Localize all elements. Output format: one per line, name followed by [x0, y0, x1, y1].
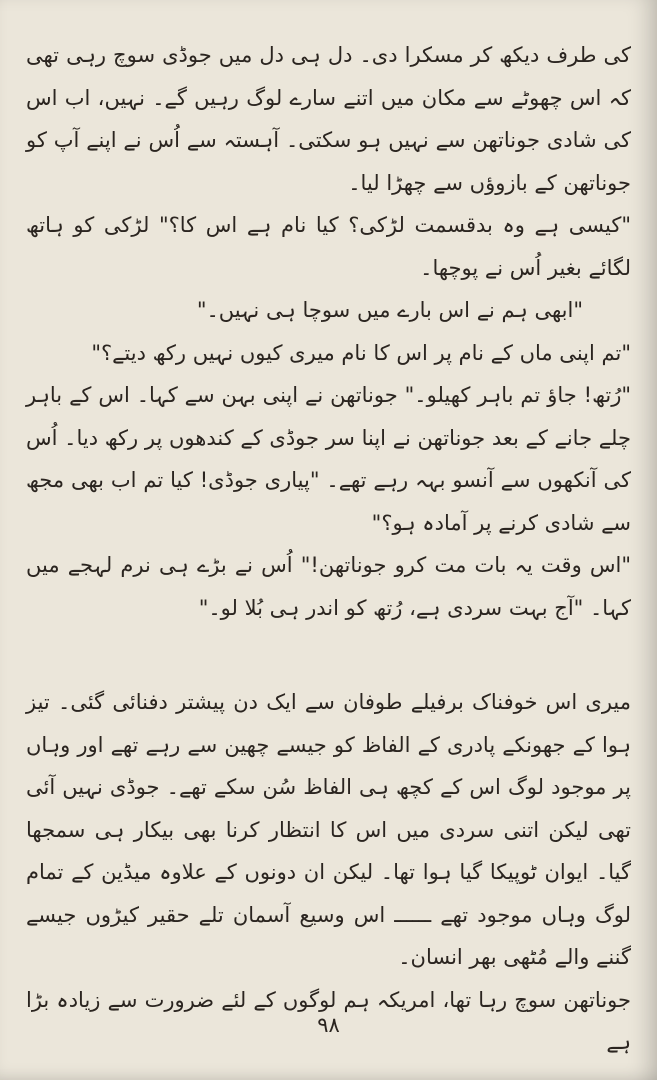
paragraph: "ابھی ہم نے اس بارے میں سوچا ہی نہیں۔": [196, 298, 583, 322]
paragraph: جوناتھن سوچ رہا تھا، امریکہ ہم لوگوں کے لئے ضرورت سے زیادہ بڑا ہے: [26, 987, 631, 1054]
paragraph: "رُتھ! جاؤ تم باہر کھیلو۔" جوناتھن نے اپنی بہن سے کہا۔ اس کے باہر چلے جانے کے بعد جوناتھن نے اپنا سر جوڈی کے کندھوں پر رکھ دیا۔ اُس کی آنکھوں سے آنسو بہہ رہے تھے۔ "پیاری جوڈی! کیا تم اب بھی مجھ سے شادی کرنے پر آمادہ ہو؟": [26, 383, 631, 535]
paragraph: "کیسی ہے وہ بدقسمت لڑکی؟ کیا نام ہے اس کا؟" لڑکی کو ہاتھ لگائے بغیر اُس نے پوچھا۔: [26, 213, 631, 280]
paragraph: میری اس خوفناک برفیلے طوفان سے ایک دن پیشتر دفنائی گئی۔ تیز ہوا کے جھونکے پادری کے الفاظ کو جیسے چھین سے رہے تھے اور وہاں پر موجود لوگ اس کے کچھ ہی الفاظ سُن سکے تھے۔ جوڈی نہیں آئی تھی لیکن اتنی سردی میں اس کا انتظار کرنا بھی بیکار ہی سمجھا گیا۔ ایوان ٹوپیکا گیا ہوا تھا۔ لیکن ان دونوں کے علاوہ میڈین کے تمام لوگ وہاں موجود تھے ــــــ اس وسیع آسمان تلے حقیر کیڑوں جیسے گننے والے مُٹھی بھر انسان۔: [26, 690, 631, 969]
paragraph: کی طرف دیکھ کر مسکرا دی۔ دل ہی دل میں جوڈی سوچ رہی تھی کہ اس چھوٹے سے مکان میں اتنے سارے لوگ رہیں گے۔ نہیں، اب اس کی شادی جوناتھن سے نہیں ہو سکتی۔ آہستہ سے اُس نے اپنے آپ کو جوناتھن کے بازوؤں سے چھڑا لیا۔: [26, 43, 631, 195]
page-number: ۹۸: [317, 1013, 340, 1037]
paragraph: "اس وقت یہ بات مت کرو جوناتھن!" اُس نے بڑے ہی نرم لہجے میں کہا۔ "آج بہت سردی ہے، رُتھ کو اندر ہی بُلا لو۔": [26, 553, 631, 620]
page-body: [26, 34, 631, 1064]
paragraph: "تم اپنی ماں کے نام پر اس کا نام میری کیوں نہیں رکھ دیتے؟": [91, 340, 631, 365]
section-break: [26, 629, 631, 681]
